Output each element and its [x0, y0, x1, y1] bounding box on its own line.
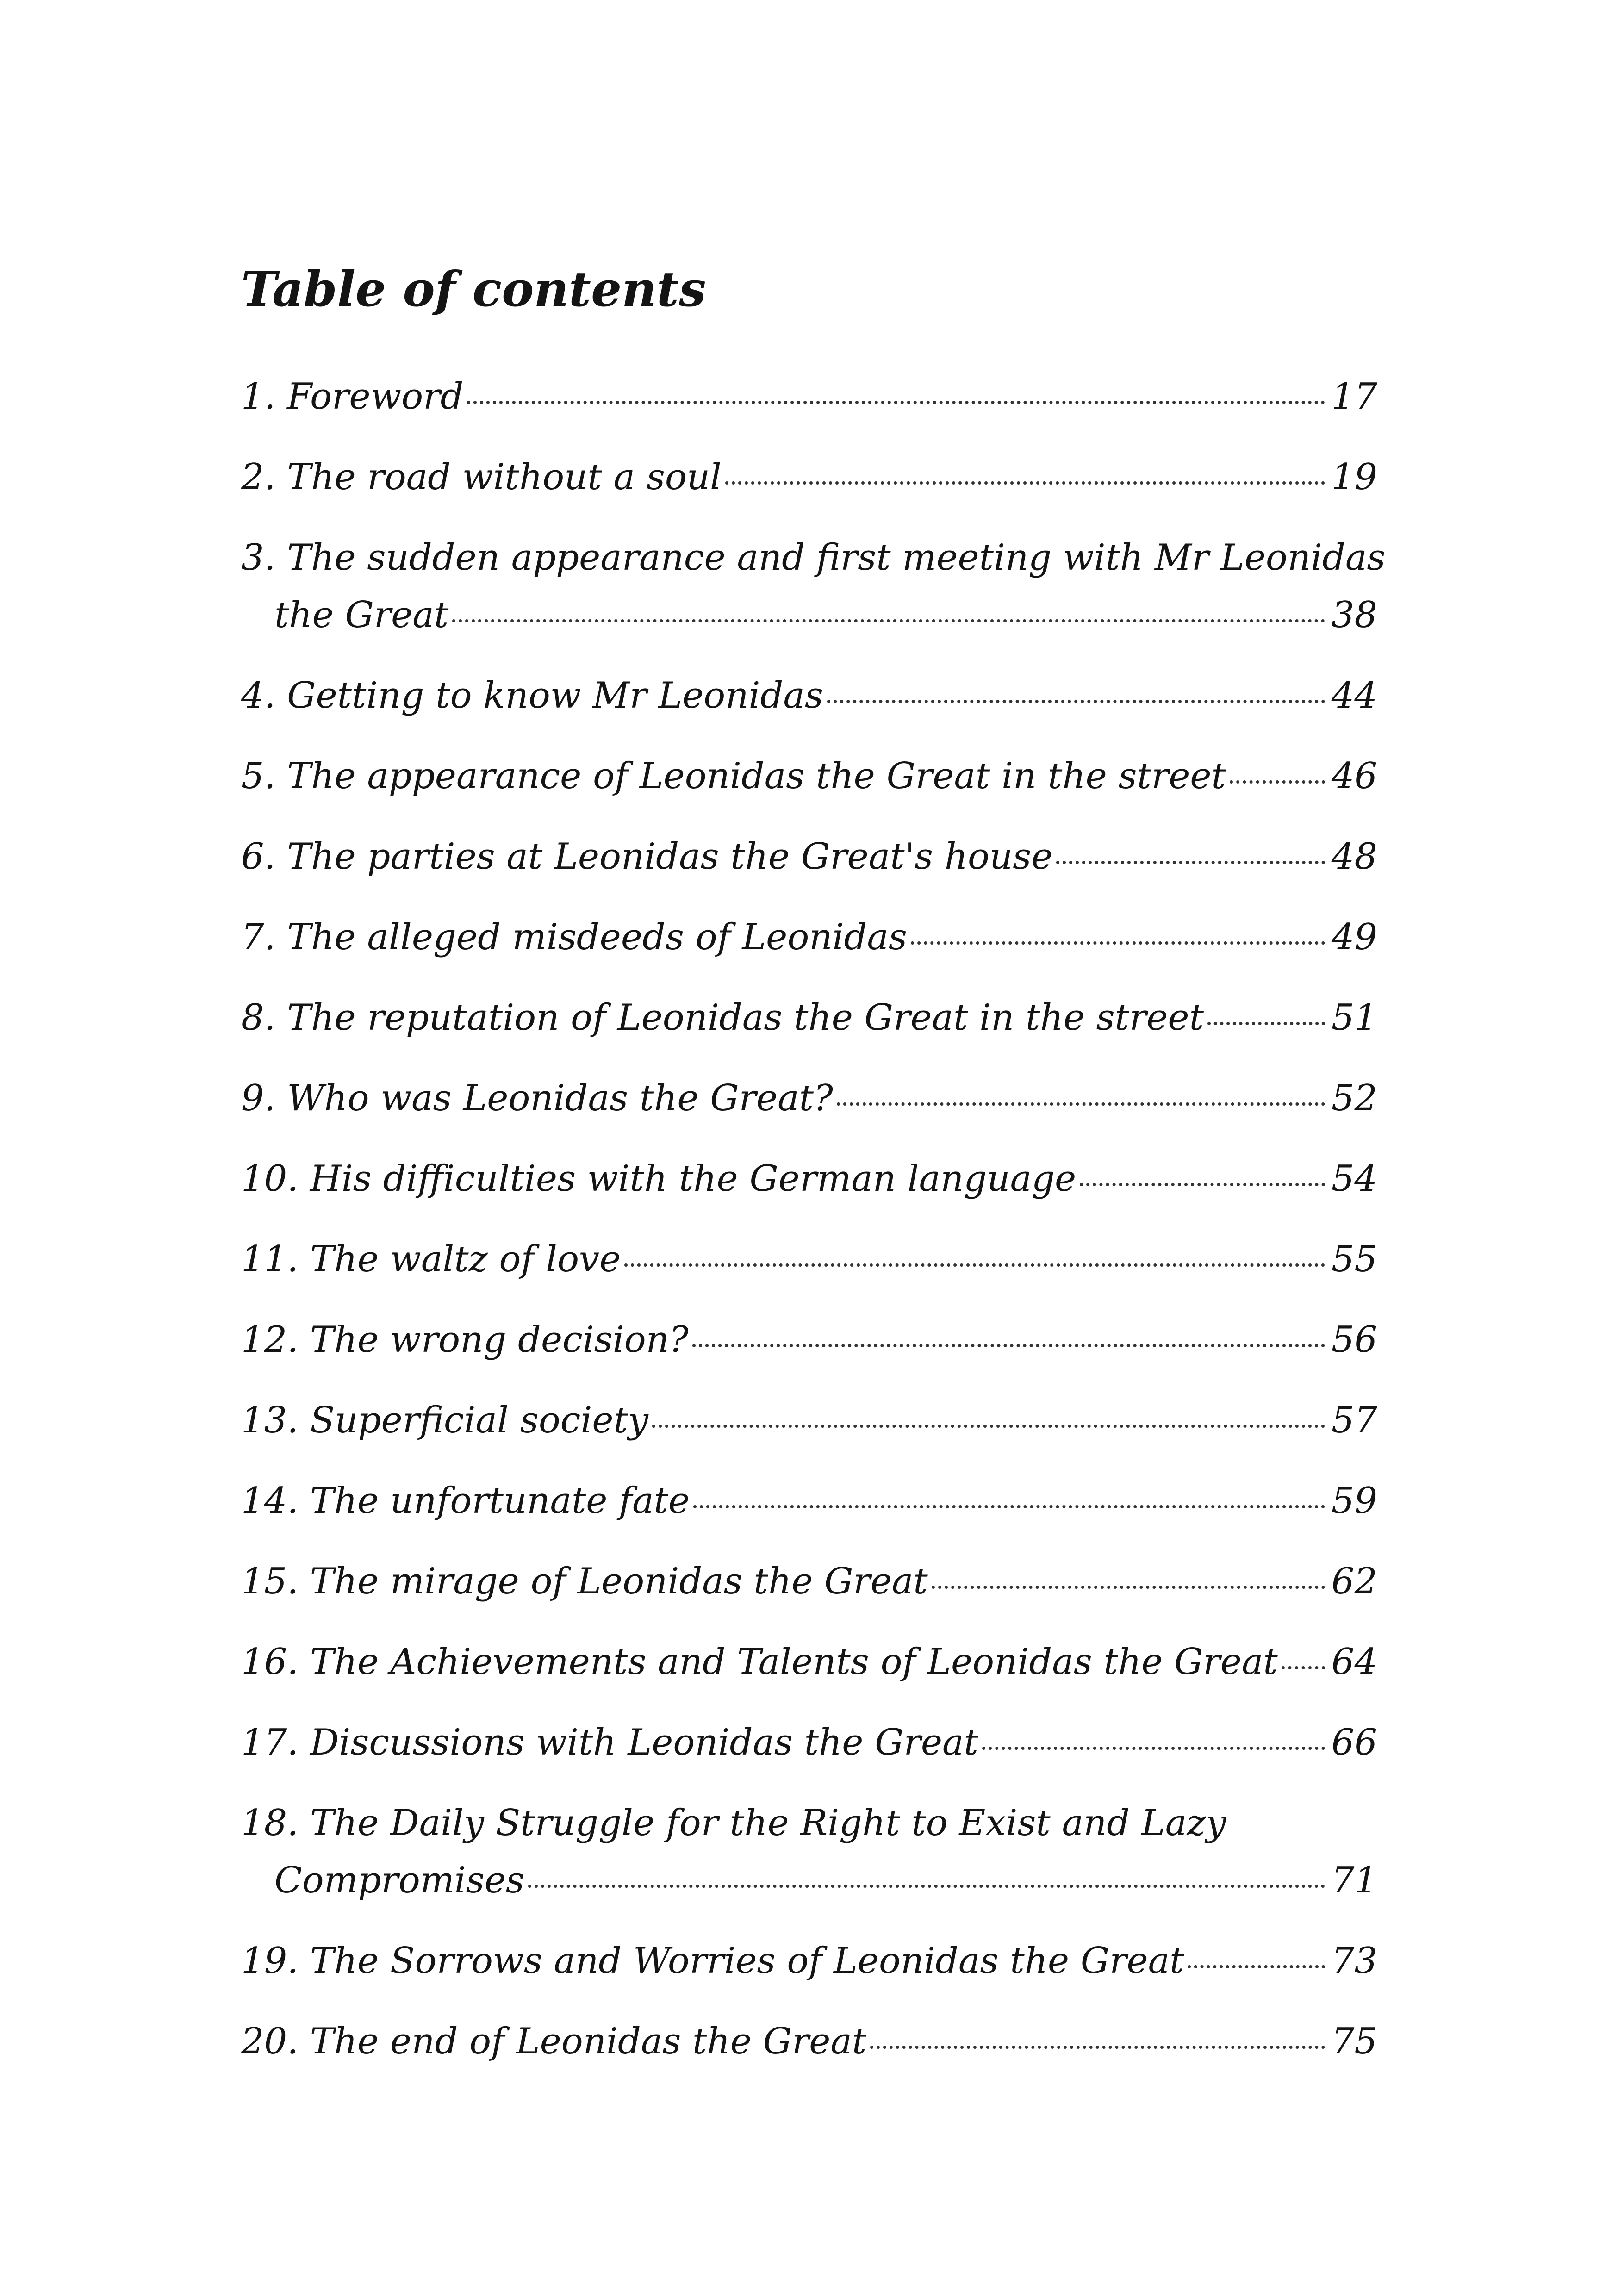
- toc-entry-title: 8. The reputation of Leonidas the Great in the street: [241, 997, 1204, 1039]
- toc-entry-title: 10. His difficulties with the German language: [241, 1158, 1077, 1200]
- toc-entry: [241, 1150, 1377, 1207]
- toc-page-number: 46: [1331, 755, 1377, 797]
- toc-page-number: 49: [1331, 916, 1377, 958]
- dot-leader: [827, 700, 1325, 703]
- toc-entry: [241, 1311, 1377, 1369]
- toc-entry: [241, 1633, 1377, 1691]
- toc-page-number: 57: [1331, 1400, 1377, 1441]
- toc-entry-title-continued: the Great: [274, 594, 449, 636]
- dot-leader: [870, 2046, 1325, 2049]
- toc-entry-title: 2. The road without a soul: [241, 456, 722, 498]
- toc-entry-title: 6. The parties at Leonidas the Great's house: [241, 836, 1053, 877]
- toc-entry-line-2: [241, 1852, 1377, 1909]
- toc-entry: [241, 989, 1377, 1046]
- dot-leader: [982, 1747, 1325, 1750]
- dot-leader: [467, 401, 1325, 404]
- toc-page-number: 17: [1331, 376, 1377, 417]
- dot-leader: [1207, 1022, 1325, 1025]
- toc-entry-line-2: [241, 586, 1377, 644]
- page-title: Table of contents: [241, 261, 706, 317]
- dot-leader: [452, 619, 1325, 622]
- toc-entry-title: 14. The unfortunate fate: [241, 1480, 690, 1522]
- table-of-contents: [241, 368, 1386, 2093]
- toc-entry-title: 13. Superficial society: [241, 1400, 648, 1441]
- toc-entry-line-1: [241, 1794, 1377, 1852]
- dot-leader: [1230, 780, 1325, 784]
- toc-page-number: 62: [1331, 1561, 1377, 1602]
- toc-page-number: 38: [1331, 594, 1377, 636]
- toc-page-number: 75: [1331, 2021, 1377, 2062]
- toc-entry-title: 18. The Daily Struggle for the Right to Exist and Lazy: [241, 1802, 1226, 1844]
- toc-entry: [241, 1932, 1377, 1990]
- dot-leader: [725, 481, 1325, 485]
- toc-entry: [241, 747, 1377, 805]
- toc-page-number: 59: [1331, 1480, 1377, 1522]
- toc-entry: [241, 1714, 1377, 1771]
- toc-page-number: 55: [1331, 1238, 1377, 1280]
- toc-entry-title: 20. The end of Leonidas the Great: [241, 2021, 867, 2062]
- toc-page-number: 44: [1331, 675, 1377, 716]
- toc-page-number: 19: [1331, 456, 1377, 498]
- toc-entry: [241, 448, 1377, 506]
- toc-page-number: 52: [1331, 1077, 1377, 1119]
- toc-entry-title-continued: Compromises: [274, 1860, 524, 1901]
- dot-leader: [1056, 861, 1325, 864]
- toc-entry: [241, 667, 1377, 724]
- toc-page-number: 51: [1331, 997, 1377, 1039]
- toc-entry-title: 19. The Sorrows and Worries of Leonidas the Great: [241, 1940, 1184, 1982]
- toc-entry: [241, 1553, 1377, 1610]
- toc-entry-title: 1. Foreword: [241, 376, 464, 417]
- toc-entry-title: 4. Getting to know Mr Leonidas: [241, 675, 823, 716]
- dot-leader: [624, 1263, 1325, 1267]
- toc-page-number: 71: [1331, 1860, 1377, 1901]
- dot-leader: [652, 1425, 1325, 1428]
- toc-page-number: 66: [1331, 1722, 1377, 1763]
- toc-page-number: 64: [1331, 1641, 1377, 1683]
- toc-page-number: 56: [1331, 1319, 1377, 1361]
- toc-entry-title: 16. The Achievements and Talents of Leonidas the Great: [241, 1641, 1278, 1683]
- dot-leader: [1188, 1965, 1325, 1968]
- toc-entry: [241, 1231, 1377, 1288]
- dot-leader: [528, 1885, 1325, 1888]
- toc-entry: [241, 2013, 1377, 2070]
- dot-leader: [837, 1102, 1325, 1106]
- toc-entry: [241, 1794, 1377, 1909]
- toc-page-number: 48: [1331, 836, 1377, 877]
- dot-leader: [911, 941, 1325, 945]
- dot-leader: [932, 1586, 1325, 1589]
- toc-entry: [241, 908, 1377, 966]
- toc-entry: [241, 368, 1377, 425]
- dot-leader: [1080, 1183, 1325, 1186]
- toc-page-number: 54: [1331, 1158, 1377, 1200]
- toc-entry-title: 5. The appearance of Leonidas the Great in the street: [241, 755, 1226, 797]
- toc-entry: [241, 529, 1386, 644]
- dot-leader: [1282, 1666, 1325, 1669]
- toc-entry: [241, 1392, 1377, 1449]
- toc-entry-title: 15. The mirage of Leonidas the Great: [241, 1561, 928, 1602]
- toc-page-number: 73: [1331, 1940, 1377, 1982]
- toc-entry-title: 17. Discussions with Leonidas the Great: [241, 1722, 978, 1763]
- toc-entry-title: 3. The sudden appearance and first meeting with Mr Leonidas: [241, 537, 1386, 579]
- dot-leader: [693, 1505, 1325, 1508]
- toc-entry-title: 7. The alleged misdeeds of Leonidas: [241, 916, 907, 958]
- toc-entry: [241, 828, 1377, 885]
- dot-leader: [692, 1344, 1325, 1347]
- toc-entry: [241, 1070, 1377, 1127]
- toc-entry-title: 9. Who was Leonidas the Great?: [241, 1077, 833, 1119]
- toc-entry-line-1: [241, 529, 1386, 586]
- toc-entry-title: 12. The wrong decision?: [241, 1319, 689, 1361]
- toc-entry: [241, 1472, 1377, 1530]
- toc-entry-title: 11. The waltz of love: [241, 1238, 621, 1280]
